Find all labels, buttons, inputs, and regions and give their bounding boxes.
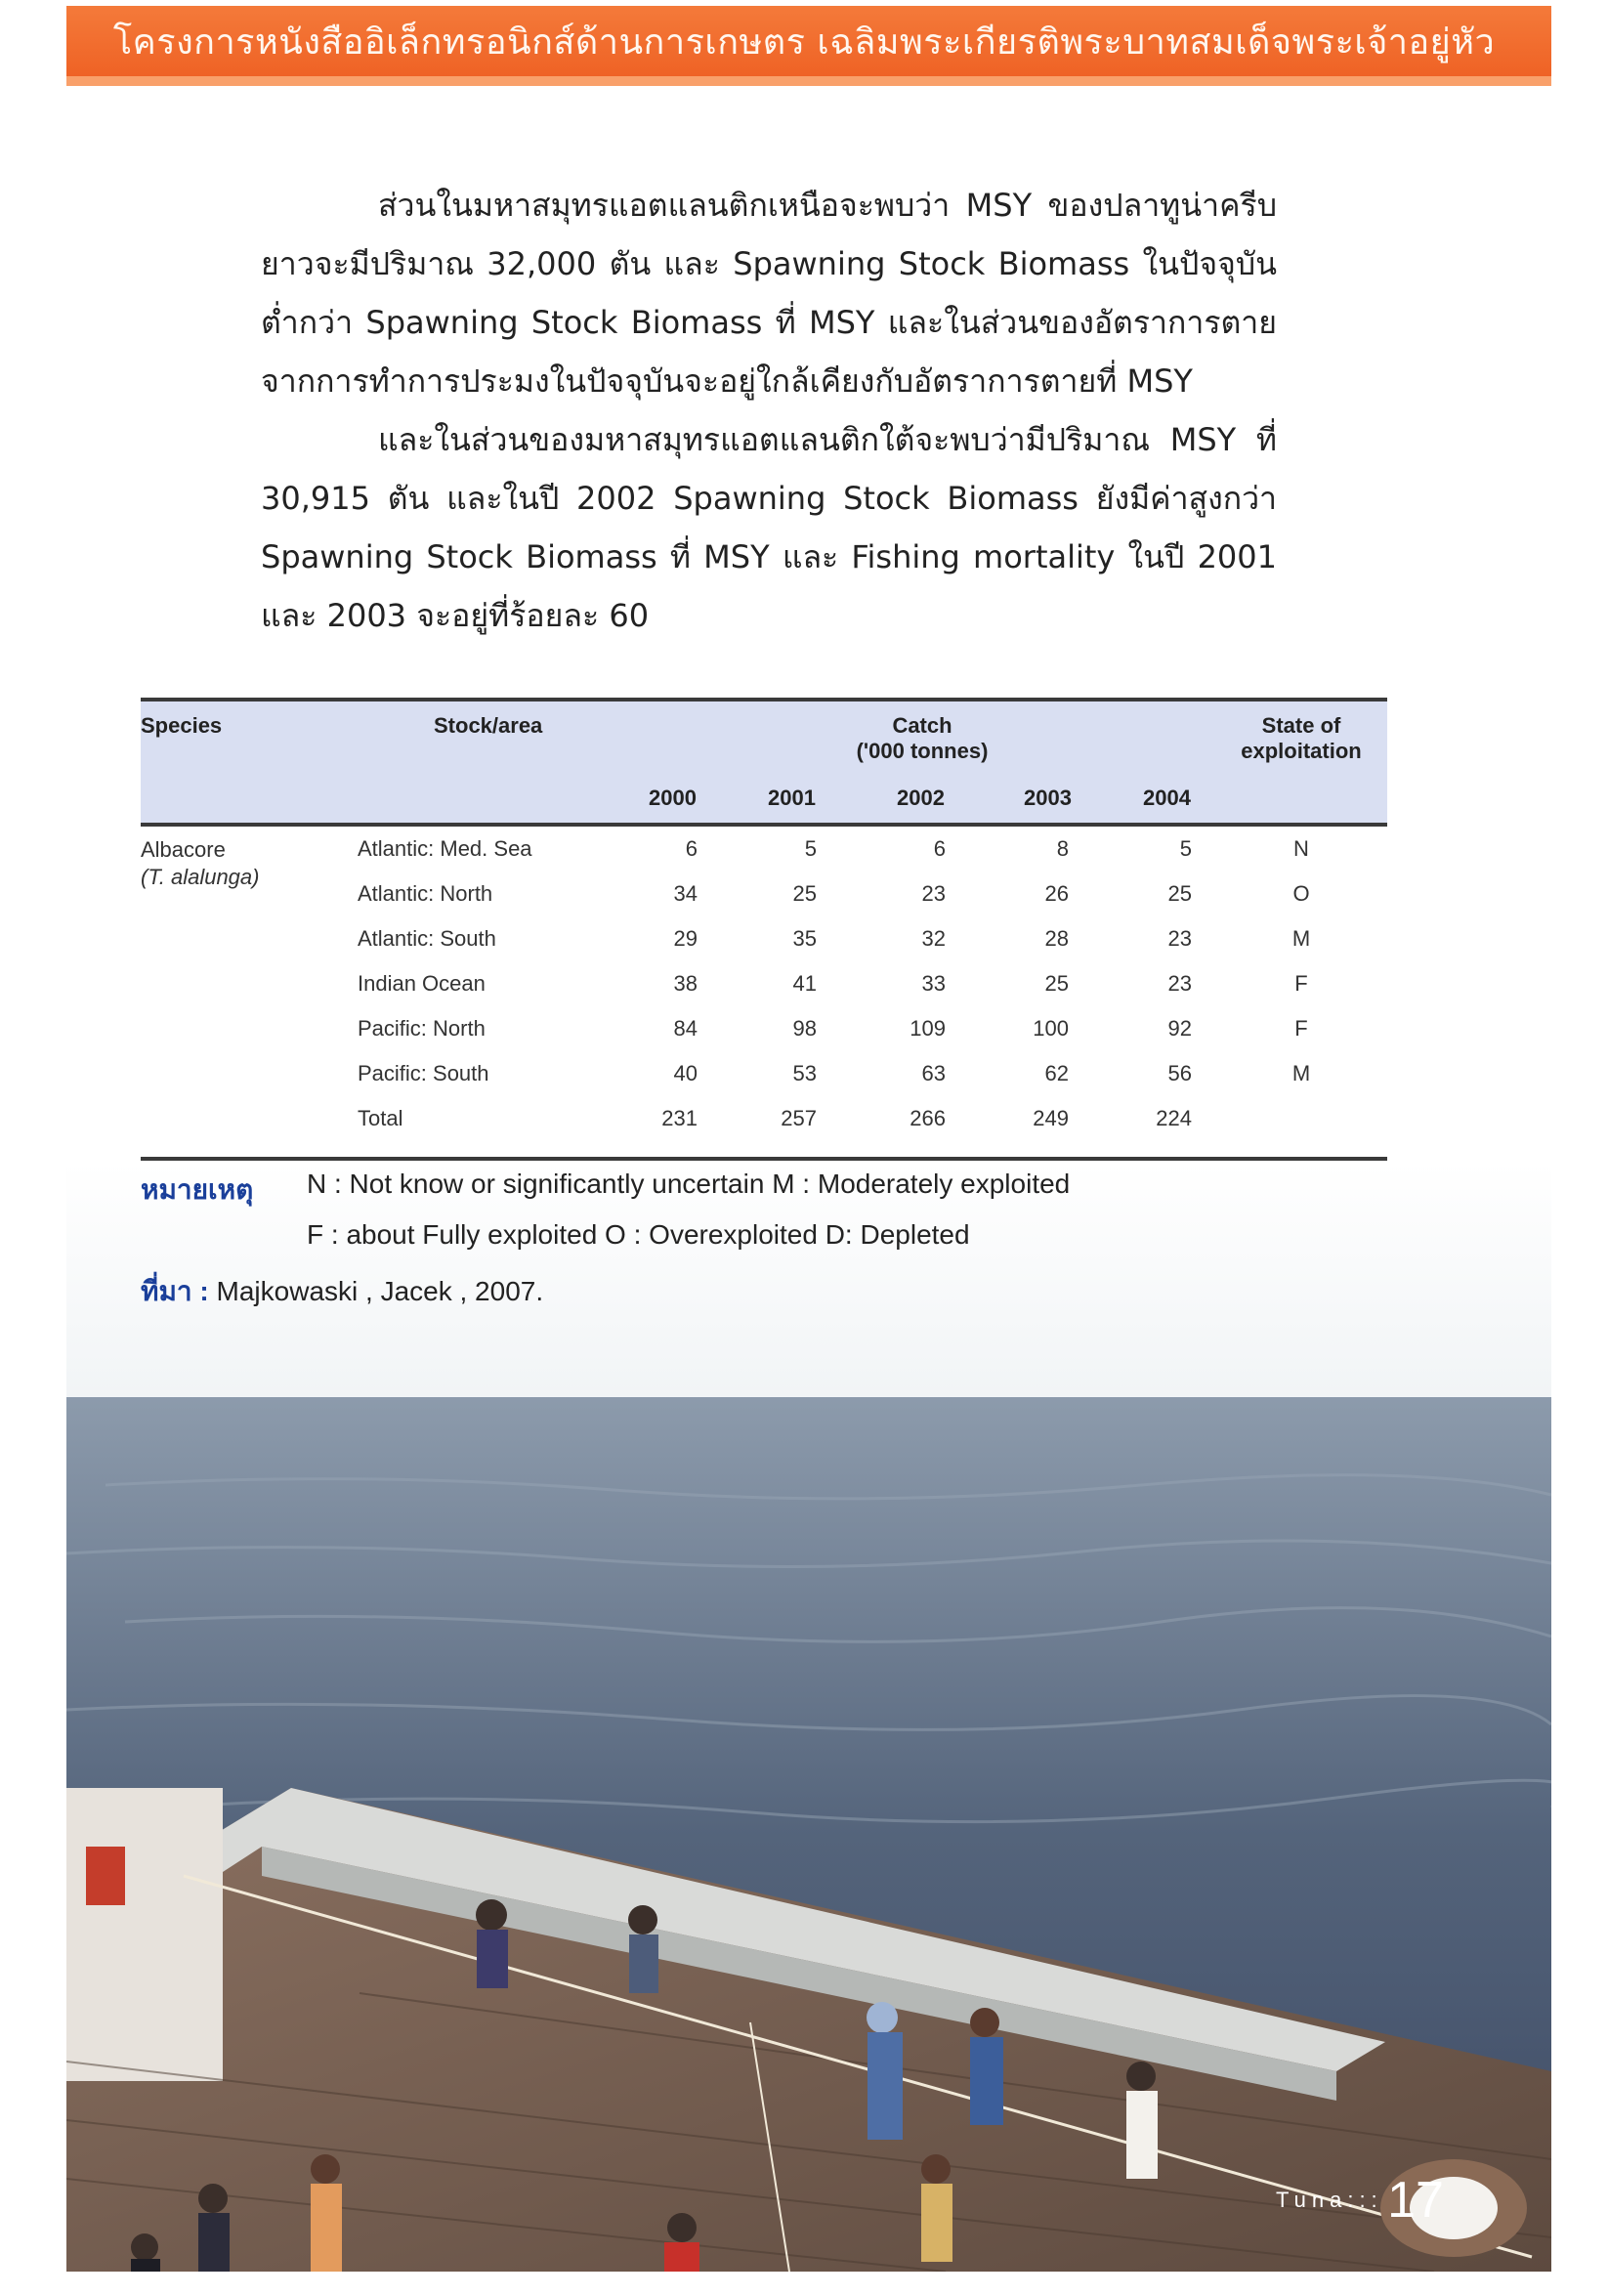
- paragraph-2: และในส่วนของมหาสมุทรแอตแลนติกใต้จะพบว่ามีปริมาณ MSY ที่ 30,915 ตัน และในปี 2002 Spawning Stock Biomass ยังมีค่าสูงกว่า Spawning Stock Biomass ที่ MSY และ Fishing mortality ในปี 2001 และ 2003 จะอยู่ที่ร้อยละ 60: [261, 421, 1277, 634]
- value-cell: 23: [921, 881, 946, 906]
- value-cell: 56: [1167, 1061, 1192, 1085]
- header-year: 2000: [649, 786, 697, 810]
- value-cell: 28: [1044, 926, 1069, 951]
- value-cell: 29: [673, 926, 698, 951]
- fishing-vessel-photo: [66, 1163, 1551, 2272]
- header-species: Species: [141, 713, 223, 738]
- footer-label: Tuna:::: [1276, 2188, 1383, 2212]
- stock-cell: Atlantic: Med. Sea: [358, 836, 532, 861]
- value-cell: 34: [673, 881, 698, 906]
- table-row-total: [141, 1106, 1387, 1151]
- source-label: ที่มา :: [141, 1276, 209, 1306]
- value-cell: 40: [673, 1061, 698, 1085]
- value-cell: 26: [1044, 881, 1069, 906]
- state-cell: F: [1294, 1016, 1308, 1041]
- page-number-value: 17: [1387, 2172, 1444, 2229]
- value-cell: 25: [1167, 881, 1192, 906]
- stock-cell: Atlantic: North: [358, 881, 493, 906]
- value-cell: 62: [1044, 1061, 1069, 1085]
- value-cell: 53: [792, 1061, 817, 1085]
- state-cell: O: [1292, 881, 1310, 906]
- header-state-2: exploitation: [1241, 739, 1362, 763]
- value-cell: 38: [673, 971, 698, 996]
- state-cell: F: [1294, 971, 1308, 996]
- species-name: Albacore: [141, 837, 226, 862]
- source-text: Majkowaski , Jacek , 2007.: [216, 1276, 544, 1306]
- value-cell: 35: [792, 926, 817, 951]
- value-cell: 63: [921, 1061, 946, 1085]
- table-row: [141, 971, 1387, 1016]
- table-row: [141, 1016, 1387, 1061]
- header-stock: Stock/area: [434, 713, 543, 738]
- value-cell: 8: [1056, 836, 1069, 861]
- value-cell: 224: [1156, 1106, 1192, 1130]
- value-cell: 6: [685, 836, 698, 861]
- remark-line-2: F : about Fully exploited O : Overexploited D: Depleted: [307, 1219, 970, 1250]
- header-year: 2003: [1024, 786, 1072, 810]
- stock-cell: Indian Ocean: [358, 971, 486, 996]
- header-year: 2002: [897, 786, 945, 810]
- table-body: [141, 827, 1387, 1157]
- value-cell: 23: [1167, 926, 1192, 951]
- value-cell: 266: [910, 1106, 946, 1130]
- value-cell: 257: [781, 1106, 817, 1130]
- table-row: [141, 836, 1387, 881]
- stock-cell: Pacific: South: [358, 1061, 489, 1085]
- header-year: 2004: [1143, 786, 1191, 810]
- remark-label: หมายเหตุ: [141, 1174, 254, 1205]
- table-bottom-rule: [141, 1157, 1387, 1161]
- value-cell: 32: [921, 926, 946, 951]
- header-catch-unit: ('000 tonnes): [856, 739, 989, 763]
- ocean-deck-illustration: [66, 1163, 1551, 2272]
- value-cell: 5: [1179, 836, 1192, 861]
- stock-cell: Atlantic: South: [358, 926, 496, 951]
- catch-table: [141, 698, 1387, 1161]
- state-cell: M: [1291, 1061, 1311, 1085]
- remark-line-1: N : Not know or significantly uncertain M : Moderately exploited: [307, 1169, 1071, 1199]
- value-cell: 33: [921, 971, 946, 996]
- value-cell: 25: [1044, 971, 1069, 996]
- species-scientific-name: (T. alalunga): [141, 865, 260, 889]
- value-cell: 249: [1033, 1106, 1069, 1130]
- value-cell: 100: [1033, 1016, 1069, 1041]
- value-cell: 98: [792, 1016, 817, 1041]
- value-cell: 23: [1167, 971, 1192, 996]
- table-row: [141, 926, 1387, 971]
- value-cell: 5: [804, 836, 817, 861]
- header-stripe: [66, 76, 1551, 86]
- header-state-1: State of: [1261, 713, 1341, 738]
- value-cell: 84: [673, 1016, 698, 1041]
- header-year: 2001: [768, 786, 816, 810]
- stock-cell: Total: [358, 1106, 403, 1130]
- value-cell: 41: [792, 971, 817, 996]
- table-header: [141, 702, 1387, 823]
- state-cell: N: [1293, 836, 1309, 861]
- value-cell: 109: [910, 1016, 946, 1041]
- value-cell: 25: [792, 881, 817, 906]
- table-row: [141, 881, 1387, 926]
- value-cell: 92: [1167, 1016, 1192, 1041]
- value-cell: 6: [933, 836, 946, 861]
- body-text: [261, 176, 1277, 645]
- stock-cell: Pacific: North: [358, 1016, 486, 1041]
- header-title: โครงการหนังสืออิเล็กทรอนิกส์ด้านการเกษตร เฉลิมพระเกียรติพระบาทสมเด็จพระเจ้าอยู่หัว: [112, 22, 1496, 63]
- table-row: [141, 1061, 1387, 1106]
- page-number: [1276, 2171, 1444, 2230]
- value-cell: 231: [661, 1106, 698, 1130]
- header-catch: Catch: [892, 713, 952, 738]
- paragraph-1: ส่วนในมหาสมุทรแอตแลนติกเหนือจะพบว่า MSY ของปลาทูน่าครีบยาวจะมีปริมาณ 32,000 ตัน และ Spawning Stock Biomass ในปัจจุบันต่ำกว่า Spawning Stock Biomass ที่ MSY และในส่วนของอัตราการตายจากการทำการประมงในปัจจุบันจะอยู่ใกล้เคียงกับอัตราการตายที่ MSY: [261, 187, 1277, 400]
- state-cell: M: [1291, 926, 1311, 951]
